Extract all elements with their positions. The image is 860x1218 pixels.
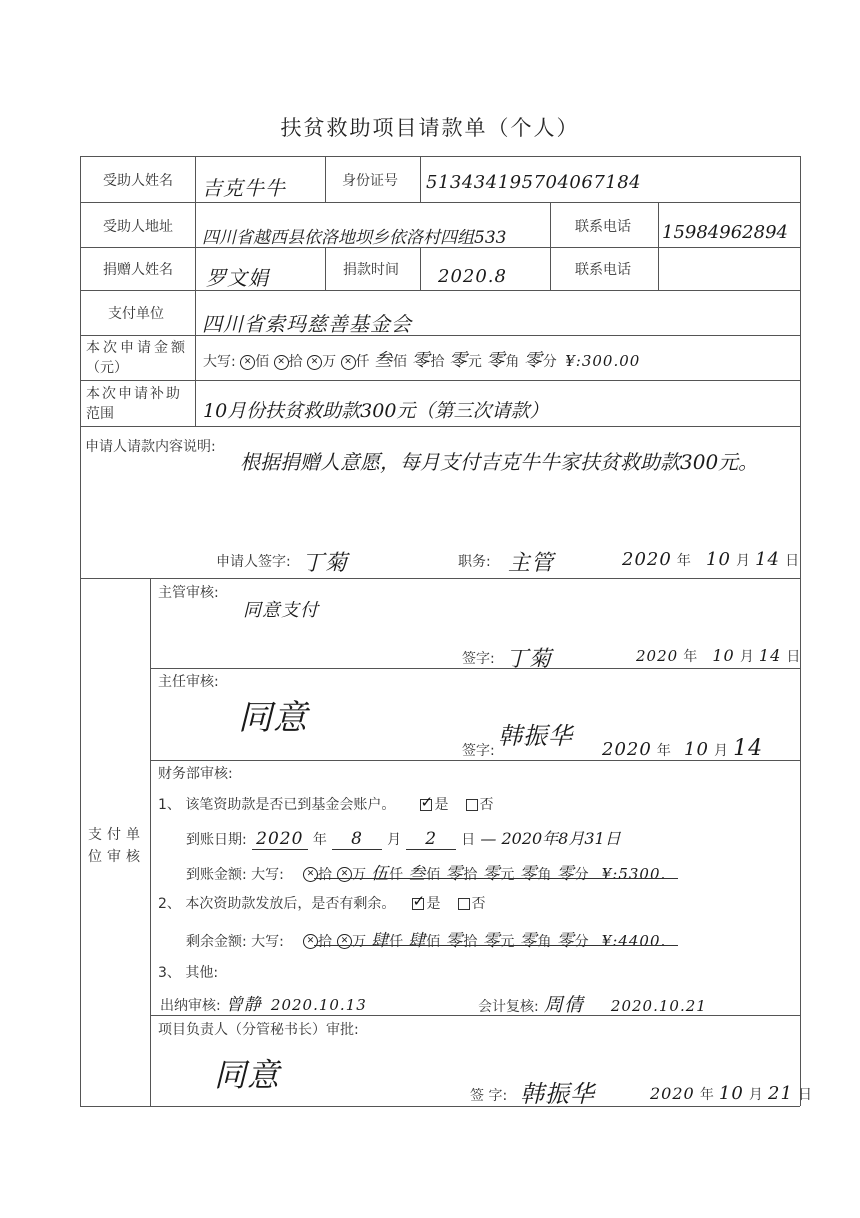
cashier-row: [160, 990, 367, 1015]
unit-year: 年: [676, 553, 691, 569]
arrival-amount-row: [186, 859, 666, 884]
remain-figure: ¥:4400.: [601, 932, 667, 950]
paying-unit-label: 支付单位: [108, 306, 164, 322]
unit-day: 日: [785, 553, 800, 569]
project-head-sign-label: 签 字:: [470, 1088, 508, 1104]
finance-q1: 1、 该笔资助款是否已到基金会账户。: [158, 797, 396, 813]
yes-checkbox: [420, 799, 432, 811]
review-side-label-2: 位审核: [88, 849, 145, 865]
no-label: 否: [471, 896, 486, 912]
project-head-label: 项目负责人（分管秘书长）审批:: [158, 1022, 359, 1038]
arrival-year: 2020: [252, 829, 308, 850]
supervisor-sign-label: 签字:: [462, 651, 495, 667]
scope-label-line2: 范围: [86, 406, 114, 422]
unit-yuan: 元: [467, 354, 482, 370]
col-divider: [325, 156, 326, 202]
unit-qian: 仟: [389, 867, 404, 883]
unit-month: 月: [714, 743, 728, 759]
accountant-row: [478, 990, 707, 1017]
unit-month: 月: [736, 553, 750, 569]
finance-q2: 2、 本次资助款发放后，是否有剩余。: [158, 896, 396, 912]
unit-jiao: 角: [537, 867, 552, 883]
unit-day: 日: [786, 649, 801, 665]
donor-name-value: 罗文娟: [206, 266, 269, 290]
address-label: 受助人地址: [103, 219, 173, 235]
unit-bai: 佰: [426, 934, 441, 950]
digit-ling: 零: [448, 350, 468, 371]
supervisor-signature: 丁菊: [506, 647, 553, 672]
unit-day: 日: [798, 1087, 812, 1103]
unit-month: 月: [387, 832, 402, 848]
finance-q2-row: [158, 893, 486, 913]
unit-month: 月: [739, 649, 754, 665]
arrival-range-end: — 2020年8月31日: [480, 829, 621, 848]
unit-shi: 拾: [317, 867, 332, 883]
applicant-signature: 丁菊: [302, 551, 349, 576]
amount-label-line1: 本次申请金额: [86, 340, 188, 356]
date-day: 14: [755, 549, 780, 570]
unit-yuan: 元: [500, 934, 515, 950]
date-month: 10: [684, 739, 709, 760]
arrival-day: 2: [406, 829, 456, 850]
unit-shi2: 拾: [430, 354, 445, 370]
digit-wu: 伍: [371, 864, 390, 884]
accountant-date: 2020.10.21: [610, 997, 707, 1015]
finance-review-label: 财务部审核:: [158, 766, 233, 782]
yes-label: 是: [434, 797, 449, 813]
row-divider: [80, 426, 800, 427]
arrival-amount-underline: [314, 878, 678, 879]
unit-bai2: 佰: [392, 354, 407, 370]
no-label: 否: [479, 797, 494, 813]
paying-unit-value: 四川省索玛慈善基金会: [202, 312, 412, 336]
unit-jiao: 角: [505, 354, 520, 370]
row-divider: [80, 335, 800, 336]
digit-san: 叁: [408, 864, 427, 884]
table-border-bottom: [80, 1106, 800, 1107]
table-border-right: [800, 156, 801, 1106]
date-year: 2020: [602, 739, 652, 760]
cashier-label: 出纳审核:: [160, 998, 221, 1014]
donor-name-label: 捐赠人姓名: [103, 262, 173, 278]
supervisor-comment: 同意支付: [243, 600, 319, 621]
digit-ling: 零: [519, 931, 538, 951]
unit-jiao: 角: [537, 934, 552, 950]
row-divider: [80, 380, 800, 381]
phone-label: 联系电话: [575, 219, 631, 235]
date-day: 21: [768, 1083, 793, 1104]
col-divider: [195, 380, 196, 426]
digit-ling: 零: [486, 350, 506, 371]
col-divider: [150, 578, 151, 1106]
arrival-month: 8: [332, 829, 382, 850]
supervisor-date: [636, 646, 800, 666]
recipient-name-label: 受助人姓名: [103, 173, 173, 189]
review-side-label-1: 支付单: [88, 827, 145, 843]
scope-label-line1: 本次申请补助: [86, 386, 182, 402]
applicant-date: [622, 549, 799, 570]
row-divider: [80, 290, 800, 291]
unit-year: 年: [683, 649, 698, 665]
cashier-signature: 曾静: [225, 995, 262, 1015]
crossed-circle: ✕: [337, 867, 352, 882]
unit-fen: 分: [542, 354, 557, 370]
unit-qian: 仟: [355, 354, 370, 370]
digit-ling: 零: [445, 931, 464, 951]
unit-bai: 佰: [255, 354, 270, 370]
donation-time-label: 捐款时间: [343, 262, 399, 278]
finance-q3: 3、 其他:: [158, 965, 219, 981]
digit-ling: 零: [445, 864, 464, 884]
crossed-circle: ✕: [341, 355, 356, 370]
row-divider: [80, 578, 800, 579]
digit-ling: 零: [482, 864, 501, 884]
yes-checkbox: [412, 898, 424, 910]
position-value: 主管: [508, 551, 555, 576]
phone-value: 15984962894: [662, 222, 788, 243]
date-year: 2020: [636, 647, 679, 665]
unit-shi2: 拾: [463, 867, 478, 883]
crossed-circle: ✕: [303, 934, 318, 949]
unit-month: 月: [748, 1087, 763, 1103]
cashier-date: 2020.10.13: [270, 996, 367, 1014]
director-signature: 韩振华: [498, 722, 573, 750]
id-number-label: 身份证号: [342, 173, 398, 189]
unit-yuan: 元: [500, 867, 515, 883]
crossed-circle: ✕: [274, 355, 289, 370]
date-day: 14: [733, 736, 764, 761]
remain-amount-label: 剩余金额: 大写:: [186, 934, 284, 950]
supervisor-review-label: 主管审核:: [158, 585, 219, 601]
unit-wan: 万: [322, 354, 337, 370]
address-value: 四川省越西县依洛地坝乡依洛村四组533: [202, 228, 507, 248]
explanation-value: 根据捐赠人意愿，每月支付吉克牛牛家扶贫救助款300元。: [240, 450, 759, 474]
explanation-label: 申请人请款内容说明:: [85, 439, 216, 455]
unit-qian: 仟: [389, 934, 404, 950]
digit-ling: 零: [482, 931, 501, 951]
remain-amount-row: [186, 926, 666, 951]
date-month: 10: [718, 1083, 744, 1104]
amount-label-line2: （元）: [86, 360, 128, 376]
col-divider: [420, 247, 421, 290]
date-year: 2020: [650, 1084, 695, 1103]
unit-bai: 佰: [426, 867, 441, 883]
row-divider: [150, 668, 800, 669]
unit-year: 年: [656, 743, 671, 759]
digit-ling: 零: [556, 931, 575, 951]
phone-label-2: 联系电话: [575, 262, 631, 278]
applicant-sign-label: 申请人签字:: [216, 554, 291, 570]
donation-time-value: 2020.8: [438, 266, 507, 287]
director-sign-label: 签字:: [462, 743, 495, 759]
amount-line: [203, 346, 640, 372]
col-divider: [195, 156, 196, 380]
col-divider: [420, 156, 421, 202]
crossed-circle: ✕: [303, 867, 318, 882]
yes-label: 是: [426, 896, 441, 912]
amount-prefix: 大写:: [203, 354, 236, 370]
arrival-figure: ¥:5300.: [601, 865, 667, 883]
form-title: 扶贫救助项目请款单（个人）: [280, 116, 580, 140]
project-head-date: [650, 1083, 812, 1104]
digit-ling: 零: [519, 864, 538, 884]
unit-year: 年: [699, 1087, 714, 1103]
director-review-label: 主任审核:: [158, 674, 219, 690]
project-head-signature: 韩振华: [520, 1080, 595, 1108]
arrival-amount-label: 到账金额: 大写:: [186, 867, 284, 883]
col-divider: [325, 247, 326, 290]
position-label: 职务:: [458, 554, 491, 570]
unit-shi: 拾: [288, 354, 303, 370]
no-checkbox: [458, 898, 470, 910]
scope-value: 10月份扶贫救助款300元（第三次请款）: [203, 400, 549, 422]
unit-shi2: 拾: [463, 934, 478, 950]
unit-day: 日: [461, 832, 476, 848]
date-month: 10: [712, 646, 735, 665]
unit-year: 年: [312, 832, 327, 848]
accountant-signature: 周倩: [543, 994, 584, 1016]
digit-si: 肆: [408, 931, 427, 951]
digit-san: 叁: [373, 350, 393, 371]
crossed-circle: ✕: [337, 934, 352, 949]
digit-ling: 零: [411, 350, 431, 371]
digit-ling: 零: [556, 864, 575, 884]
arrival-date-row: [186, 826, 621, 850]
date-month: 10: [706, 549, 731, 570]
unit-fen: 分: [574, 867, 589, 883]
director-date: [602, 736, 763, 761]
no-checkbox: [466, 799, 478, 811]
unit-wan: 万: [352, 867, 367, 883]
unit-shi: 拾: [317, 934, 332, 950]
arrival-date-label: 到账日期:: [186, 832, 247, 848]
amount-figure: ¥:300.00: [565, 352, 641, 370]
table-border-top: [80, 156, 800, 157]
id-number-value: 513434195704067184: [426, 172, 642, 193]
digit-si: 肆: [371, 931, 390, 951]
col-divider: [550, 202, 551, 290]
director-comment: 同意: [238, 698, 308, 738]
unit-fen: 分: [574, 934, 589, 950]
finance-q1-row: [158, 794, 494, 814]
row-divider: [80, 202, 800, 203]
project-head-comment: 同意: [214, 1056, 281, 1094]
unit-wan: 万: [352, 934, 367, 950]
crossed-circle: ✕: [307, 355, 322, 370]
date-day: 14: [758, 646, 782, 665]
table-border-left: [80, 156, 81, 1106]
accountant-label: 会计复核:: [478, 999, 539, 1015]
recipient-name-value: 吉克牛牛: [202, 176, 286, 200]
digit-ling: 零: [523, 350, 543, 371]
col-divider: [658, 202, 659, 290]
remain-amount-underline: [314, 945, 678, 946]
date-year: 2020: [622, 549, 672, 570]
crossed-circle: ✕: [240, 355, 255, 370]
